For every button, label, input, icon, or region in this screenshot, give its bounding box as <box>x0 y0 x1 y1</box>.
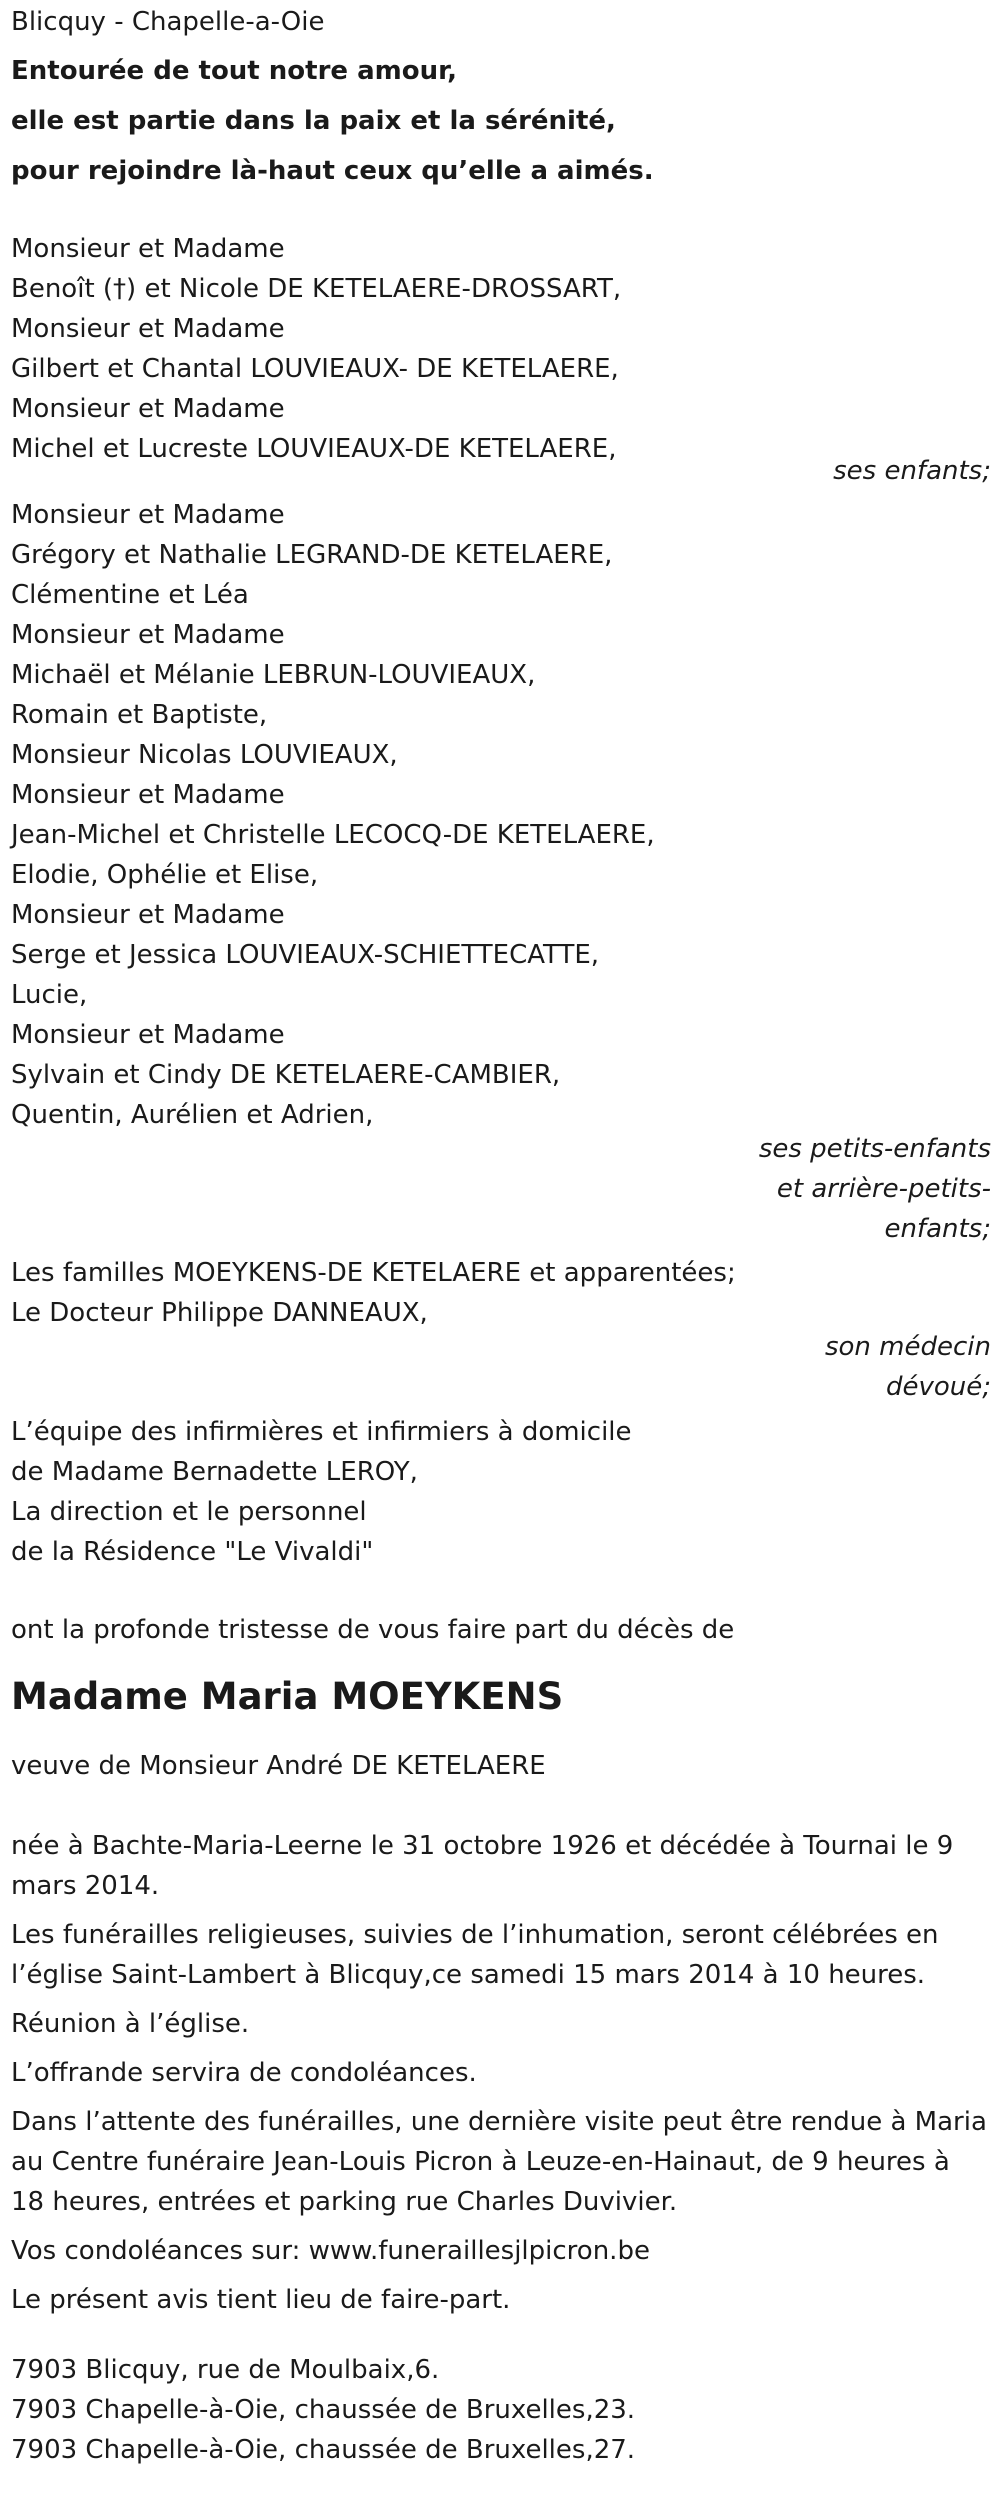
family-line: Le Docteur Philippe DANNEAUX, <box>11 1298 428 1328</box>
doctor-relation-label: son médecin <box>824 1332 991 1362</box>
obituary-page <box>0 2 1000 2505</box>
addresses-block <box>11 2350 1000 2470</box>
intro-block <box>11 51 1000 191</box>
grandchildren-line: Monsieur et Madame <box>11 780 285 810</box>
widow-of-text: veuve de Monsieur André DE KETELAERE <box>11 1751 546 1781</box>
grandchildren-line: Sylvain et Cindy DE KETELAERE-CAMBIER, <box>11 1060 561 1090</box>
address-line: 7903 Chapelle-à-Oie, chaussée de Bruxelles,27. <box>11 2435 636 2465</box>
grandchildren-relation-label: et arrière-petits- <box>776 1174 991 1204</box>
family-block <box>11 1253 1000 1407</box>
intro-line: elle est partie dans la paix et la sérénité, <box>11 106 616 136</box>
intro-line: Entourée de tout notre amour, <box>11 56 457 86</box>
children-line: Monsieur et Madame <box>11 394 285 424</box>
staff-line: de la Résidence "Le Vivaldi" <box>11 1537 374 1567</box>
grandchildren-line: Michaël et Mélanie LEBRUN-LOUVIEAUX, <box>11 660 536 690</box>
details-paragraph: née à Bachte-Maria-Leerne le 31 octobre 1926 et décédée à Tournai le 9 mars 2014. <box>11 1831 954 1901</box>
grandchildren-block <box>11 495 1000 1249</box>
grandchildren-relation-label: enfants; <box>884 1214 991 1244</box>
deceased-name: Madame Maria MOEYKENS <box>11 1675 564 1718</box>
details-paragraph: Le présent avis tient lieu de faire-part. <box>11 2285 511 2315</box>
grandchildren-line: Romain et Baptiste, <box>11 700 268 730</box>
grandchildren-line: Elodie, Ophélie et Elise, <box>11 860 319 890</box>
children-line: Gilbert et Chantal LOUVIEAUX- DE KETELAERE, <box>11 354 619 384</box>
grandchildren-line: Quentin, Aurélien et Adrien, <box>11 1100 374 1130</box>
grandchildren-line: Monsieur et Madame <box>11 1020 285 1050</box>
children-block <box>11 229 1000 491</box>
address-line: 7903 Chapelle-à-Oie, chaussée de Bruxelles,23. <box>11 2395 636 2425</box>
children-line: Benoît (†) et Nicole DE KETELAERE-DROSSART, <box>11 274 622 304</box>
grandchildren-line: Serge et Jessica LOUVIEAUX-SCHIETTECATTE, <box>11 940 600 970</box>
staff-line: La direction et le personnel <box>11 1497 367 1527</box>
details-paragraph: L’offrande servira de condoléances. <box>11 2058 477 2088</box>
address-line: 7903 Blicquy, rue de Moulbaix,6. <box>11 2355 440 2385</box>
grandchildren-line: Lucie, <box>11 980 88 1010</box>
grandchildren-line: Monsieur et Madame <box>11 620 285 650</box>
grandchildren-line: Clémentine et Léa <box>11 580 249 610</box>
grandchildren-line: Monsieur Nicolas LOUVIEAUX, <box>11 740 398 770</box>
children-line: Monsieur et Madame <box>11 234 285 264</box>
intro-line: pour rejoindre là-haut ceux qu’elle a aimés. <box>11 156 654 186</box>
grandchildren-line: Grégory et Nathalie LEGRAND-DE KETELAERE, <box>11 540 613 570</box>
children-relation-label: ses enfants; <box>833 456 991 486</box>
grandchildren-line: Monsieur et Madame <box>11 900 285 930</box>
grandchildren-relation-label: ses petits-enfants <box>758 1134 991 1164</box>
location-header: Blicquy - Chapelle-a-Oie <box>11 7 325 37</box>
staff-line: L’équipe des infirmières et infirmiers à domicile <box>11 1417 632 1447</box>
details-block <box>11 1826 1000 2320</box>
staff-block <box>11 1412 1000 1572</box>
children-line: Monsieur et Madame <box>11 314 285 344</box>
doctor-relation-label: dévoué; <box>885 1372 991 1402</box>
details-paragraph: Dans l’attente des funérailles, une dernière visite peut être rendue à Maria au Centre funéraire Jean-Louis Picron à Leuze-en-Hainaut, de 9 heures à 18 heures, entrées et parking rue Charles Duvivier. <box>11 2107 987 2217</box>
details-paragraph: Vos condoléances sur: www.funeraillesjlpicron.be <box>11 2236 650 2266</box>
family-line: Les familles MOEYKENS-DE KETELAERE et apparentées; <box>11 1258 736 1288</box>
details-paragraph: Les funérailles religieuses, suivies de l’inhumation, seront célébrées en l’église Saint-Lambert à Blicquy,ce samedi 15 mars 2014 à 10 heures. <box>11 1920 939 1990</box>
announcement-text: ont la profonde tristesse de vous faire part du décès de <box>11 1615 735 1645</box>
staff-line: de Madame Bernadette LEROY, <box>11 1457 418 1487</box>
children-line: Michel et Lucreste LOUVIEAUX-DE KETELAERE, <box>11 434 617 464</box>
grandchildren-line: Monsieur et Madame <box>11 500 285 530</box>
details-paragraph: Réunion à l’église. <box>11 2009 250 2039</box>
grandchildren-line: Jean-Michel et Christelle LECOCQ-DE KETELAERE, <box>11 820 655 850</box>
